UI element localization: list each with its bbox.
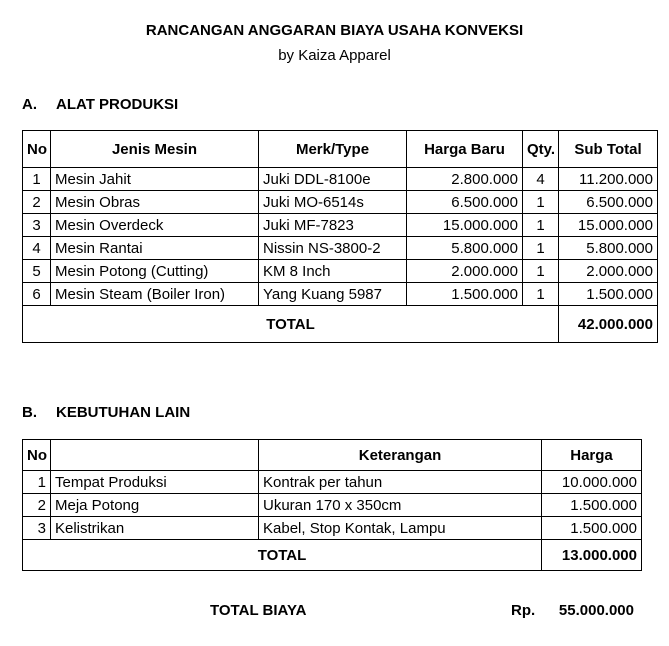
cell-merk-type: Nissin NS-3800-2 <box>259 237 407 260</box>
cell-qty: 4 <box>523 168 559 191</box>
table-row <box>23 283 658 306</box>
cell-merk-type: Juki MF-7823 <box>259 214 407 237</box>
cell-jenis-mesin: Mesin Obras <box>51 191 259 214</box>
table-header-row <box>23 440 642 471</box>
alat-produksi-table <box>22 130 658 343</box>
cell-no: 2 <box>23 191 51 214</box>
cell-qty: 1 <box>523 283 559 306</box>
cell-subtotal: 2.000.000 <box>559 260 658 283</box>
cell-jenis-mesin: Mesin Rantai <box>51 237 259 260</box>
cell-keterangan: Ukuran 170 x 350cm <box>259 494 542 517</box>
cell-qty: 1 <box>523 260 559 283</box>
col-header-jenis: Jenis Mesin <box>51 131 259 168</box>
col-header-subtotal: Sub Total <box>559 131 658 168</box>
cell-harga-baru: 2.800.000 <box>407 168 523 191</box>
total-row <box>23 540 642 571</box>
col-header-harga: Harga <box>542 440 642 471</box>
cell-merk-type: Yang Kuang 5987 <box>259 283 407 306</box>
cell-subtotal: 15.000.000 <box>559 214 658 237</box>
document-title: RANCANGAN ANGGARAN BIAYA USAHA KONVEKSI <box>145 22 524 39</box>
table-row <box>23 494 642 517</box>
cell-harga-baru: 1.500.000 <box>407 283 523 306</box>
cell-harga: 1.500.000 <box>542 517 642 540</box>
cell-harga-baru: 5.800.000 <box>407 237 523 260</box>
cell-no: 5 <box>23 260 51 283</box>
section-a-heading <box>22 96 178 113</box>
grand-total-label: TOTAL BIAYA <box>210 602 307 619</box>
table-row <box>23 260 658 283</box>
table-row <box>23 471 642 494</box>
cell-jenis-mesin: Mesin Overdeck <box>51 214 259 237</box>
section-b-title: KEBUTUHAN LAIN <box>56 404 191 421</box>
cell-harga-baru: 2.000.000 <box>407 260 523 283</box>
col-header-no: No <box>23 440 51 471</box>
cell-subtotal: 1.500.000 <box>559 283 658 306</box>
kebutuhan-lain-table <box>22 439 642 571</box>
section-a-letter: A. <box>22 96 37 113</box>
cell-no: 1 <box>23 168 51 191</box>
cell-qty: 1 <box>523 191 559 214</box>
cell-harga: 10.000.000 <box>542 471 642 494</box>
grand-total-currency: Rp. <box>511 602 536 619</box>
cell-jenis-mesin: Mesin Jahit <box>51 168 259 191</box>
col-header-item <box>51 440 259 471</box>
col-header-merk: Merk/Type <box>259 131 407 168</box>
col-header-qty: Qty. <box>523 131 559 168</box>
cell-harga-baru: 6.500.000 <box>407 191 523 214</box>
cell-harga: 1.500.000 <box>542 494 642 517</box>
col-header-no: No <box>23 131 51 168</box>
col-header-keterangan: Keterangan <box>259 440 542 471</box>
grand-total-value: 55.000.000 <box>558 602 634 619</box>
total-value: 42.000.000 <box>559 306 658 343</box>
cell-keterangan: Kontrak per tahun <box>259 471 542 494</box>
cell-merk-type: Juki MO-6514s <box>259 191 407 214</box>
section-b-letter: B. <box>22 404 37 421</box>
table-row <box>23 168 658 191</box>
cell-no: 6 <box>23 283 51 306</box>
table-row <box>23 237 658 260</box>
col-header-harga: Harga Baru <box>407 131 523 168</box>
cell-subtotal: 6.500.000 <box>559 191 658 214</box>
cell-no: 4 <box>23 237 51 260</box>
table-row <box>23 517 642 540</box>
cell-qty: 1 <box>523 237 559 260</box>
document-subtitle: by Kaiza Apparel <box>278 47 391 64</box>
table-header-row <box>23 131 658 168</box>
cell-no: 3 <box>23 214 51 237</box>
total-label: TOTAL <box>23 306 559 343</box>
cell-no: 2 <box>23 494 51 517</box>
cell-no: 3 <box>23 517 51 540</box>
cell-item: Kelistrikan <box>51 517 259 540</box>
total-row <box>23 306 658 343</box>
cell-no: 1 <box>23 471 51 494</box>
table-row <box>23 191 658 214</box>
total-label: TOTAL <box>23 540 542 571</box>
cell-merk-type: Juki DDL-8100e <box>259 168 407 191</box>
section-b-heading <box>22 404 190 421</box>
cell-item: Tempat Produksi <box>51 471 259 494</box>
cell-jenis-mesin: Mesin Potong (Cutting) <box>51 260 259 283</box>
cell-subtotal: 11.200.000 <box>559 168 658 191</box>
cell-subtotal: 5.800.000 <box>559 237 658 260</box>
cell-item: Meja Potong <box>51 494 259 517</box>
section-a-title: ALAT PRODUKSI <box>56 96 179 113</box>
cell-keterangan: Kabel, Stop Kontak, Lampu <box>259 517 542 540</box>
total-value: 13.000.000 <box>542 540 642 571</box>
cell-qty: 1 <box>523 214 559 237</box>
cell-merk-type: KM 8 Inch <box>259 260 407 283</box>
cell-jenis-mesin: Mesin Steam (Boiler Iron) <box>51 283 259 306</box>
cell-harga-baru: 15.000.000 <box>407 214 523 237</box>
table-row <box>23 214 658 237</box>
